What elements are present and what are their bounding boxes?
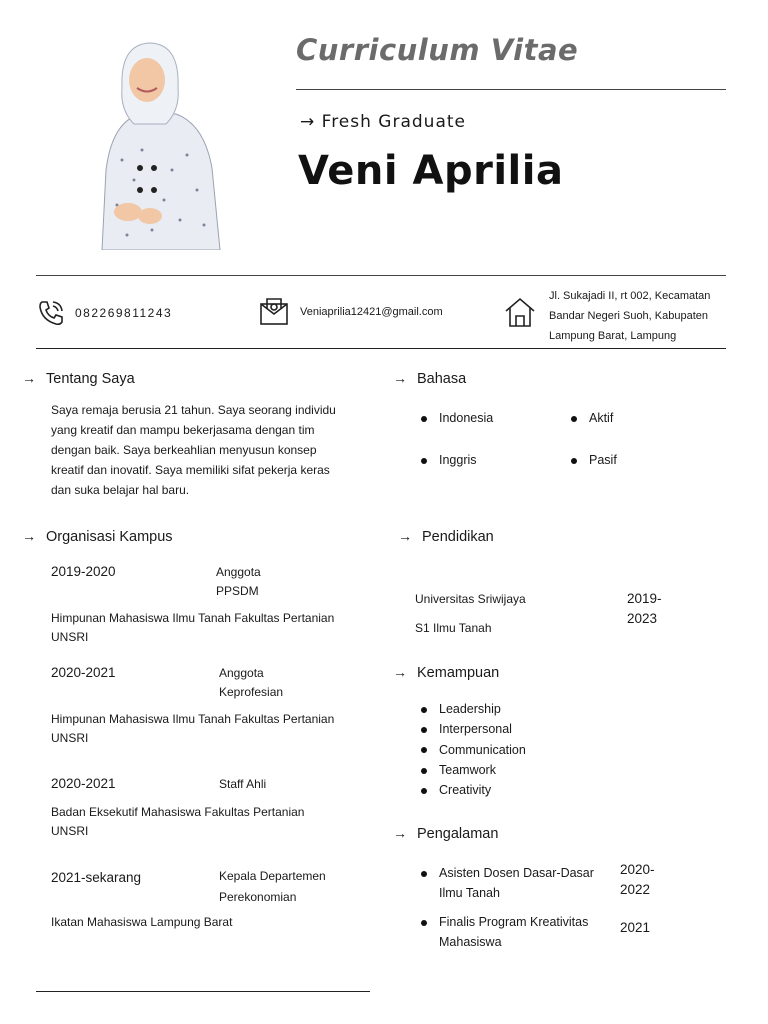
school-name: Universitas Sriwijaya [415, 592, 526, 606]
org-name [51, 913, 232, 932]
bullet-icon [571, 458, 577, 464]
org-role [216, 563, 261, 601]
list-item [421, 760, 526, 780]
address-line: Bandar Negeri Suoh, Kabupaten [549, 310, 709, 322]
org-role [219, 664, 283, 702]
bullet-icon [421, 727, 427, 733]
list-item [421, 740, 526, 760]
education-heading [398, 528, 494, 545]
experience-year-line: 2021 [620, 920, 651, 935]
language-heading [393, 370, 466, 387]
skills-heading [393, 664, 499, 681]
about-heading [22, 370, 135, 387]
about-line: dengan baik. Saya berkeahlian menyusun konsep [51, 443, 317, 457]
arrow-icon: → [393, 370, 407, 386]
experience-title-line: Finalis Program Kreativitas [439, 915, 589, 929]
experience-year-line: 2020- [620, 862, 655, 877]
skills-heading-label: Kemampuan [417, 665, 500, 681]
job-role: → Fresh Graduate [300, 112, 466, 132]
org-name-line: Himpunan Mahasiswa Ilmu Tanah Fakultas Pertanian [51, 712, 335, 726]
org-role-line: Anggota [219, 666, 264, 680]
org-role-line: PPSDM [216, 584, 259, 598]
experience-title-line: Asisten Dosen Dasar-Dasar [439, 866, 594, 880]
org-name-line: UNSRI [51, 824, 89, 838]
org-role-line: Staff Ahli [219, 777, 267, 791]
about-line: Saya remaja berusia 21 tahun. Saya seorang individu [51, 403, 336, 417]
home-icon [504, 296, 534, 326]
bullet-icon [421, 747, 427, 753]
experience-year-line: 2022 [620, 882, 651, 897]
skills-list [421, 699, 526, 800]
bullet-icon [571, 416, 577, 422]
list-item [421, 699, 526, 719]
org-role-line: Keprofesian [219, 685, 284, 699]
experience-years [620, 860, 655, 900]
arrow-icon: → [393, 825, 407, 841]
org-period: 2020-2021 [51, 665, 116, 680]
education-heading-label: Pendidikan [422, 529, 494, 545]
org-role-line: Perekonomian [219, 890, 297, 904]
bullet-icon [421, 871, 427, 877]
experience-item [421, 912, 588, 952]
bullet-icon [421, 416, 427, 422]
arrow-icon: → [398, 528, 412, 544]
org-name-line: UNSRI [51, 630, 89, 644]
language-level [571, 453, 617, 467]
org-role-line: Anggota [216, 565, 261, 579]
organization-heading-label: Organisasi Kampus [46, 529, 173, 545]
org-period: 2019-2020 [51, 564, 116, 579]
address [549, 286, 729, 346]
language-item [421, 411, 493, 425]
language-name: Indonesia [439, 411, 494, 425]
bullet-icon [421, 768, 427, 774]
org-name-line: Badan Eksekutif Mahasiswa Fakultas Pertanian [51, 805, 305, 819]
about-text [51, 400, 371, 500]
language-level-label: Aktif [589, 411, 614, 425]
org-period: 2020-2021 [51, 776, 116, 791]
address-line: Jl. Sukajadi II, rt 002, Kecamatan [549, 290, 711, 302]
bullet-icon [421, 788, 427, 794]
org-name [51, 609, 334, 647]
experience-title-line: Ilmu Tanah [439, 886, 500, 900]
contact-divider-top [36, 275, 726, 276]
skill-label: Interpersonal [439, 722, 512, 737]
org-name-line: Himpunan Mahasiswa Ilmu Tanah Fakultas Pertanian [51, 611, 335, 625]
email-address: Veniaprilia12421@gmail.com [300, 306, 443, 318]
about-line: dan suka belajar hal baru. [51, 483, 190, 497]
about-line: kreatif dan inovatif. Saya memiliki sifat pekerja keras [51, 463, 330, 477]
experience-years [620, 918, 650, 938]
education-year-line: 2023 [627, 611, 658, 626]
org-role [219, 775, 266, 794]
about-line: yang kreatif dan mampu bekerjasama dengan tim [51, 423, 315, 437]
profile-photo [92, 40, 224, 250]
title-divider [296, 89, 726, 90]
arrow-icon: → [22, 528, 36, 544]
skill-label: Creativity [439, 783, 492, 798]
experience-heading [393, 825, 498, 842]
language-level [571, 411, 613, 425]
document-title: Curriculum Vitae [296, 33, 579, 67]
org-name-line: Ikatan Mahasiswa Lampung Barat [51, 915, 233, 929]
major: S1 Ilmu Tanah [415, 621, 492, 635]
arrow-icon: → [393, 664, 407, 680]
footer-divider [36, 991, 370, 992]
org-name [51, 710, 334, 748]
experience-heading-label: Pengalaman [417, 826, 499, 842]
full-name: Veni Aprilia [298, 148, 564, 194]
skill-label: Leadership [439, 702, 501, 716]
language-name: Inggris [439, 453, 477, 467]
phone-icon [36, 298, 66, 328]
list-item [421, 719, 526, 739]
language-level-label: Pasif [589, 453, 617, 467]
list-item [421, 780, 526, 800]
skill-label: Teamwork [439, 762, 496, 777]
bullet-icon [421, 458, 427, 464]
phone-number: 082269811243 [75, 306, 173, 320]
org-role [219, 866, 326, 908]
org-name-line: UNSRI [51, 731, 89, 745]
bullet-icon [421, 920, 427, 926]
org-role-line: Kepala Departemen [219, 869, 326, 883]
org-period: 2021-sekarang [51, 870, 142, 885]
experience-item [421, 863, 594, 903]
org-name [51, 803, 304, 841]
about-heading-label: Tentang Saya [46, 371, 135, 387]
contact-divider-bottom [36, 348, 726, 349]
experience-title-line: Mahasiswa [439, 935, 502, 949]
education-year-line: 2019- [627, 591, 662, 606]
language-heading-label: Bahasa [417, 371, 467, 387]
organization-heading [22, 528, 173, 545]
skill-label: Communication [439, 742, 526, 757]
bullet-icon [421, 707, 427, 713]
education-years [627, 589, 662, 629]
arrow-icon: → [22, 370, 36, 386]
address-line: Lampung Barat, Lampung [549, 330, 677, 342]
language-item [421, 453, 477, 467]
mail-icon [258, 296, 288, 326]
